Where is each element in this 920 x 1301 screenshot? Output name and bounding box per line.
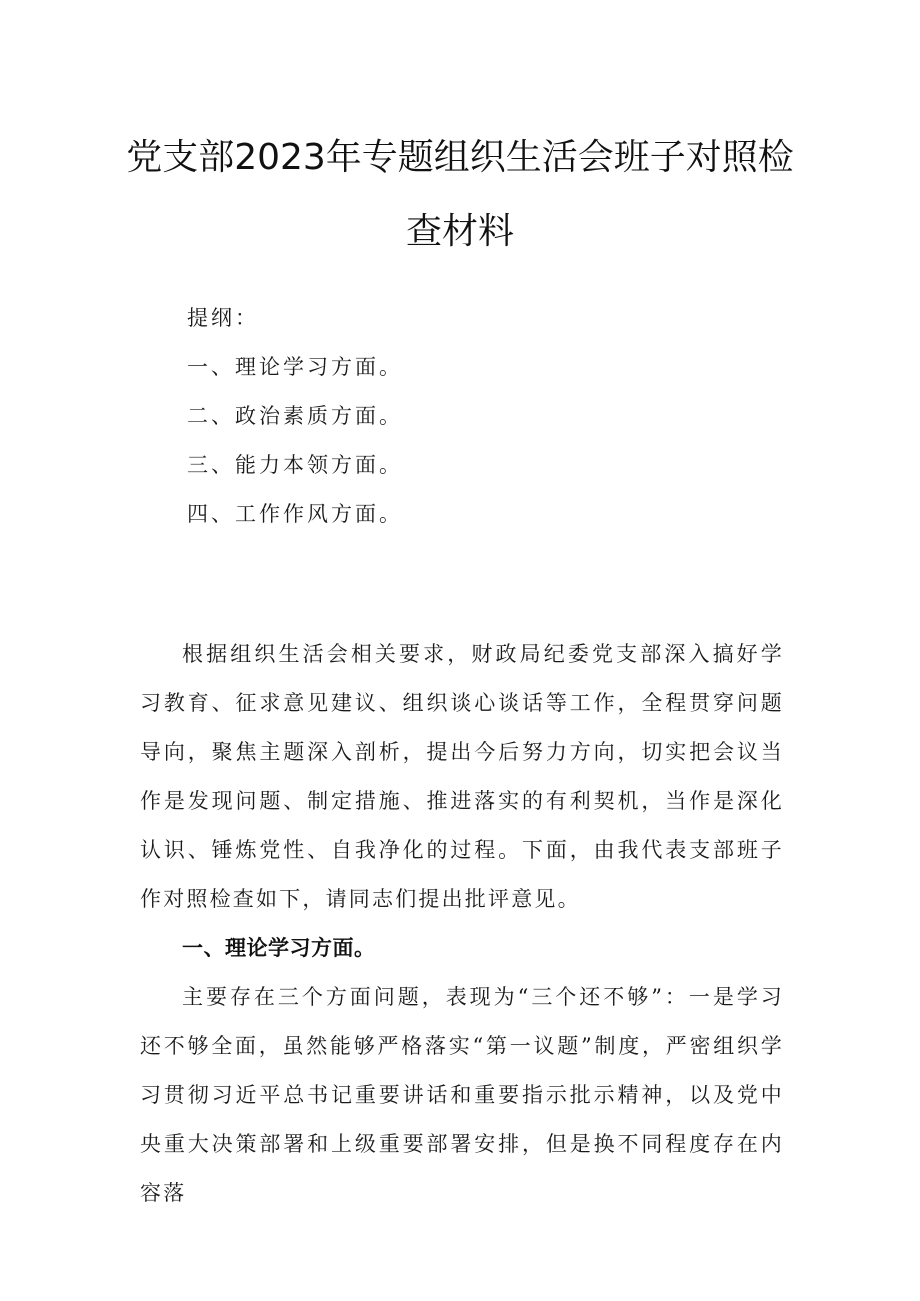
- outline-section: [187, 294, 787, 539]
- outline-item-4: 四、工作作风方面。: [187, 502, 403, 526]
- document-title-line-2: 查材料: [405, 211, 514, 252]
- intro-paragraph: 根据组织生活会相关要求，财政局纪委党支部深入搞好学习教育、征求意见建议、组织谈心谈话等工作，全程贯穿问题导向，聚焦主题深入剖析，提出今后努力方向，切实把会议当作是发现问题、制定措施、推进落实的有利契机，当作是深化认识、锤炼党性、自我净化的过程。下面，由我代表支部班子作对照检查如下，请同志们提出批评意见。: [140, 642, 784, 911]
- document-body: [140, 630, 784, 1218]
- outline-item-3: 三、能力本领方面。: [187, 453, 403, 477]
- outline-item-2: 二、政治素质方面。: [187, 404, 403, 428]
- section-heading-theory-study: 一、理论学习方面。: [182, 936, 376, 960]
- outline-label: 提纲：: [187, 306, 259, 330]
- outline-item-1: 一、理论学习方面。: [187, 355, 403, 379]
- section-1-paragraph: 主要存在三个方面问题，表现为“三个还不够”：一是学习还不够全面，虽然能够严格落实“第一议题”制度，严密组织学习贯彻习近平总书记重要讲话和重要指示批示精神，以及党中央重大决策部署和上级重要部署安排，但是换不同程度存在内容落: [140, 985, 784, 1205]
- document-title-line-1: 党支部2023年专题组织生活会班子对照检: [126, 137, 794, 178]
